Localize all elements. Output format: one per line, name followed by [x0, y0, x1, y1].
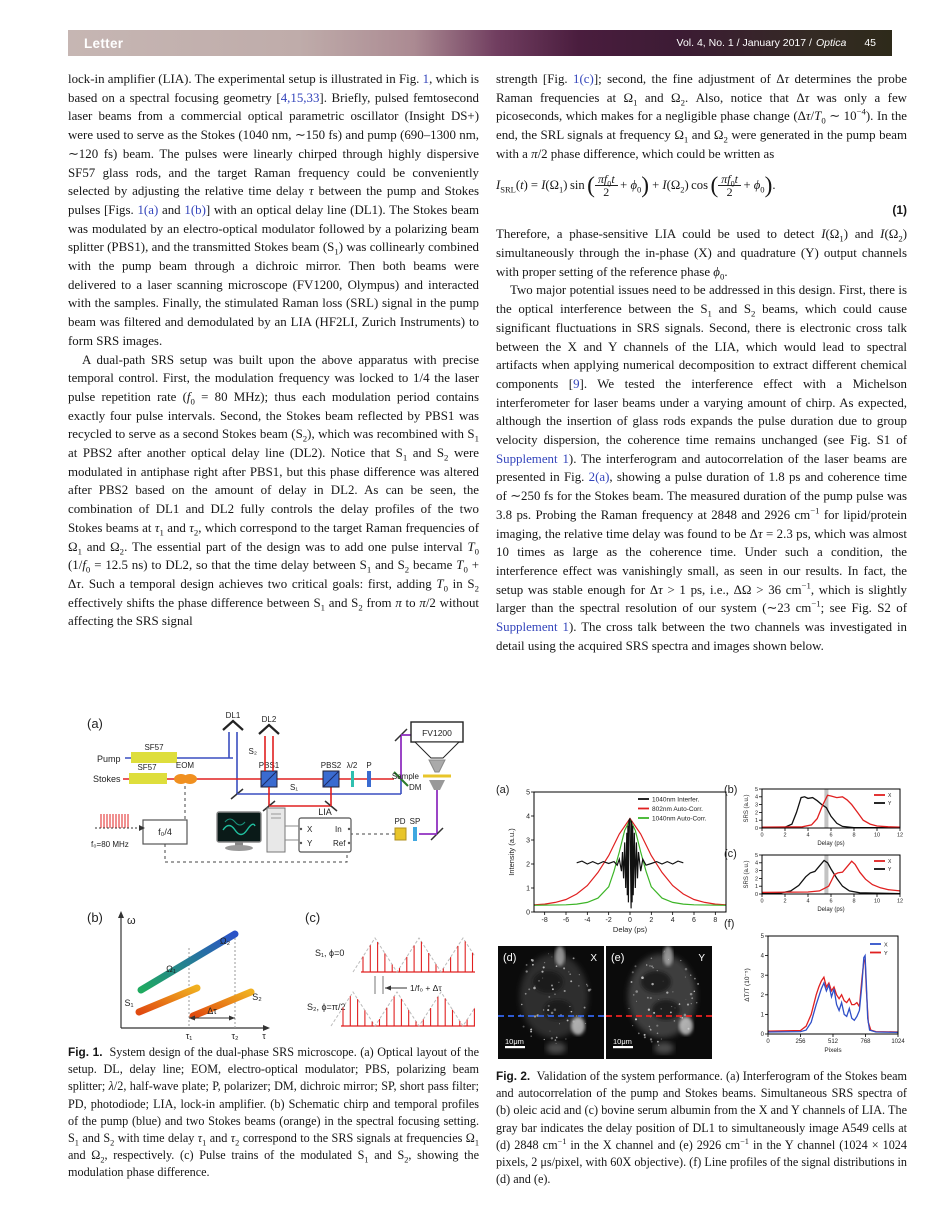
svg-text:6: 6 [829, 832, 833, 839]
svg-text:(d): (d) [503, 952, 517, 964]
pbs2-label: PBS2 [320, 761, 342, 770]
lia-ref-port: Ref [333, 839, 346, 848]
sample-label: Sample [391, 772, 419, 781]
svg-text:(e): (e) [611, 952, 625, 964]
ref-link[interactable]: 1 [422, 72, 430, 86]
svg-text:2: 2 [649, 917, 654, 924]
journal-name: Optica [815, 37, 847, 49]
ref-link[interactable]: Supplement 1 [496, 451, 569, 466]
omega-axis-label: ω [127, 915, 136, 927]
svg-text:0: 0 [754, 891, 758, 898]
s1-train-label: S₁, ϕ=0 [315, 948, 345, 958]
fig2-panel-f-label: (f) [724, 918, 735, 930]
svg-text:12: 12 [896, 832, 904, 839]
svg-text:0: 0 [526, 909, 530, 917]
line-profile-chart [740, 924, 906, 1069]
equation-number: (1) [892, 202, 907, 217]
svg-text:1040nm Interfer.: 1040nm Interfer. [652, 796, 700, 804]
fig2-panel-a-label: (a) [496, 784, 510, 796]
svg-text:-8: -8 [541, 917, 548, 924]
dl2-label: DL2 [261, 715, 277, 724]
svg-text:SRS (a.u.): SRS (a.u.) [744, 860, 750, 889]
ref-link[interactable]: 1(a) [137, 202, 159, 217]
svg-text:0: 0 [628, 917, 632, 924]
arrowhead [385, 986, 391, 991]
stokes-label: Stokes [93, 774, 121, 784]
omega1-label: Ω₁ [166, 964, 176, 974]
svg-text:0: 0 [766, 1039, 770, 1045]
svg-text:3: 3 [526, 837, 530, 845]
svg-text:4: 4 [806, 898, 810, 905]
svg-text:8: 8 [713, 917, 718, 924]
photodiode [395, 828, 406, 840]
sf57-label: SF57 [144, 743, 164, 752]
eom-label: EOM [175, 761, 195, 770]
figure-2-caption-text: Validation of the system performance. (a) Interferogram of the Stokes beam and autocorrelation of the pump and Stokes beams. Simultaneous SRS spectra of (b) oleic acid and (c) bovine serum albumin from the X and Y channels of LIA. The gray bar indicates the delay position of DL1 to simultaneously image A549 cells at (d) 2848 $cm^{-1}$ in the X channel and (e) 2926 $cm^{-1}$ in the Y channel (1024 × 1024 pixels, 2 μs/pixel, with 60X objective). (f) Line profiles of the signal distributions in (d) and (e). [496, 1069, 908, 1187]
tau2-tick-label: τ₂ [231, 1031, 239, 1041]
ref-link[interactable]: 1(c) [573, 72, 594, 86]
paragraph: A dual-path SRS setup was built upon the above apparatus with precise temporal control. First, the modulation frequency was locked to 1/4 the laser pulse repetition rate ($f_0 = 80$ MHz); thus each modulation period contains exactly four pulse intervals. Second, the Stokes beam reflected by PBS1 was recycled to serve as a second Stokes beam $(S_2)$, which was recombined with $S_1$ at PBS2 after another optical delay line (DL2). Notice that $S_1$ and $S_2$ were modulated in antiphase right after PBS1, but this phase difference was altered after PBS2 based on the amount of delay in DL2. As can be seen, the combination of DL1 and DL2 fully controls the delay profiles of the two Stokes beams at $\tau_1$ and $\tau_2$, which correspond to the target Raman frequencies of $\Omega_1$ and $\Omega_2$. The essential part of the design was to add one pulse interval $T_0$ ($1/f_0 = 12.5$ ns) to DL2, so that the time delay between $S_1$ and $S_2$ became $T_0 + \Delta\tau$. Such a temporal design achieves two critical goals: first, adding $T_0$ in $S_2$ effectively shifts the phase difference between $S_1$ and $S_2$ from π to π/2 without affecting the SRS signal [68, 352, 480, 629]
arrowhead [229, 1016, 235, 1021]
laser-pulse-comb [101, 814, 128, 828]
s1-stripe-label: S₁ [124, 998, 134, 1008]
svg-text:Intensity (a.u.): Intensity (a.u.) [507, 828, 516, 876]
arrowhead [118, 911, 124, 918]
srs-image-y-channel [606, 946, 712, 1059]
svg-text:3: 3 [754, 868, 758, 875]
tau-axis-label: τ [262, 1031, 266, 1041]
port-dot [348, 842, 350, 844]
figure-1-tag: Fig. 1. [68, 1045, 103, 1059]
svg-text:1: 1 [754, 884, 758, 891]
svg-text:0: 0 [760, 1032, 764, 1039]
svg-text:Delay (ps): Delay (ps) [817, 841, 845, 847]
monitor-base [225, 845, 253, 851]
s1-chirp-stripe [139, 988, 197, 1012]
bsa-spectrum-chart [740, 852, 906, 921]
lia-y-port: Y [307, 839, 313, 848]
svg-text:Y: Y [698, 953, 705, 964]
tau1-tick-label: τ₁ [185, 1031, 193, 1041]
rep-rate-label: f₀=80 MHz [91, 840, 129, 849]
svg-text:8: 8 [852, 832, 856, 839]
fv1200-label: FV1200 [422, 728, 452, 738]
page-number: 45 [864, 37, 876, 49]
svg-text:Pixels: Pixels [824, 1047, 842, 1054]
sf57-label: SF57 [137, 763, 157, 772]
sf57-rod [129, 773, 167, 784]
svg-text:Delay (ps): Delay (ps) [612, 925, 648, 934]
fig1-panel-b-label: (b) [87, 910, 103, 925]
svg-text:5: 5 [754, 852, 758, 859]
svg-text:4: 4 [754, 860, 758, 867]
interferogram-chart [504, 786, 734, 949]
svg-text:802nm Auto-Corr.: 802nm Auto-Corr. [652, 806, 703, 814]
s1-pulse-train [353, 938, 475, 972]
svg-text:1: 1 [760, 1012, 764, 1019]
computer-monitor [217, 812, 261, 842]
svg-text:6: 6 [692, 917, 696, 924]
journal-header-bar [68, 30, 892, 56]
svg-text:512: 512 [827, 1039, 839, 1045]
svg-text:5: 5 [760, 934, 764, 941]
fig1-panel-a-label: (a) [87, 716, 103, 731]
svg-text:2: 2 [760, 992, 764, 999]
s2-chirp-stripe [193, 992, 251, 1016]
s2-pulse-train [331, 992, 475, 1026]
figure-1-caption-text: System design of the dual-phase SRS microscope. (a) Optical layout of the setup. DL, delay line; EOM, electro-optical modulator; PBS, polarizing beam splitter; λ/2, half-wave plate; P, polarizer; DM, dichroic mirror; SP, short pass filter; PD, photodiode; LIA, lock-in amplifier. (b) Schematic chirp and temporal profiles of the pump (blue) and two Stokes beams (orange) in the spectral focusing setting. $S_1$ and $S_2$ with time delay $\tau_1$ and $\tau_2$ correspond to the SRS signals at frequencies $\Omega_1$ and $\Omega_2$, respectively. (c) Pulse trains of the modulated $S_1$ and $S_2$, showing the modulation phase difference. [68, 1045, 480, 1180]
left-column [68, 70, 479, 631]
svg-text:4: 4 [806, 832, 810, 839]
svg-text:3: 3 [754, 802, 758, 809]
svg-text:1: 1 [754, 818, 758, 825]
fig2-panel-c-label: (c) [724, 848, 737, 860]
fig1-panel-c-label: (c) [305, 910, 321, 925]
svg-text:0: 0 [760, 832, 764, 839]
svg-text:1040nm Auto-Corr.: 1040nm Auto-Corr. [652, 815, 707, 823]
s2-train-label: S₂, ϕ=π/2 [307, 1002, 346, 1012]
svg-text:10: 10 [873, 898, 881, 905]
svg-text:X: X [888, 793, 892, 800]
svg-text:0: 0 [760, 898, 764, 905]
s2-label: S₂ [248, 747, 257, 756]
dl1-retroreflector [223, 721, 243, 730]
eom-crystal [183, 774, 197, 784]
lia-x-port: X [307, 825, 313, 834]
svg-text:-2: -2 [605, 917, 612, 924]
svg-text:Y: Y [888, 801, 892, 808]
svg-text:X: X [888, 859, 892, 866]
svg-text:5: 5 [754, 786, 758, 793]
svg-text:10μm: 10μm [505, 1037, 524, 1046]
s1-label: S₁ [290, 783, 299, 792]
svg-text:Y: Y [884, 950, 888, 957]
article-type-label: Letter [84, 35, 124, 51]
svg-text:ΔT/T (10⁻⁵): ΔT/T (10⁻⁵) [744, 968, 751, 1002]
condenser [429, 780, 445, 790]
port-dot [300, 842, 302, 844]
svg-text:4: 4 [670, 917, 675, 924]
svg-text:3: 3 [760, 973, 764, 980]
delta-tau-label: Δτ [207, 1006, 217, 1016]
objective-lens [429, 760, 445, 772]
fig2-panel-b-label: (b) [724, 784, 738, 796]
oleic-acid-spectrum-chart [740, 786, 906, 855]
polarizer [367, 771, 371, 787]
svg-text:Delay (ps): Delay (ps) [817, 907, 845, 913]
svg-text:2: 2 [783, 898, 787, 905]
svg-text:6: 6 [829, 898, 833, 905]
f0-4-label: f₀/4 [158, 827, 172, 837]
ref-link[interactable]: Supplement 1 [496, 620, 569, 635]
svg-text:X: X [590, 953, 597, 964]
port-dot [348, 828, 350, 830]
svg-text:256: 256 [795, 1039, 806, 1045]
svg-text:SRS (a.u.): SRS (a.u.) [744, 794, 750, 823]
polarizer-label: P [366, 761, 372, 770]
figure-1-schematic [85, 710, 475, 1044]
svg-text:2: 2 [783, 832, 787, 839]
port-dot [300, 828, 302, 830]
equation-1: $I_{SRL}(t) = I(\Omega_1)$ sin ( $\frac{\pi f_0t}{2}$ + $\phi_0) + I(\Omega_2)$ cos ( $\frac{\pi f_0t}{2}$ + $\phi_0$). [496, 171, 776, 200]
figure-2-tag: Fig. 2. [496, 1069, 531, 1083]
microscope-head [415, 742, 459, 758]
svg-text:12: 12 [896, 898, 904, 905]
figure-1 [85, 710, 475, 1044]
svg-text:5: 5 [526, 789, 530, 797]
svg-text:1024: 1024 [891, 1039, 905, 1045]
svg-text:1: 1 [526, 885, 530, 893]
pd-label: PD [394, 817, 406, 826]
ref-link[interactable]: 2(a) [588, 470, 610, 485]
svg-text:768: 768 [860, 1039, 871, 1045]
sf57-rod [131, 752, 177, 763]
ref-link[interactable]: 9 [573, 376, 580, 391]
dl1-label: DL1 [225, 711, 241, 720]
ref-link[interactable]: 1(b) [184, 202, 206, 217]
pump-label: Pump [97, 754, 121, 764]
svg-text:8: 8 [852, 898, 856, 905]
hwp-label: λ/2 [346, 761, 358, 770]
sp-label: SP [409, 817, 421, 826]
svg-text:2: 2 [754, 810, 758, 817]
citation-line [677, 37, 876, 49]
svg-text:4: 4 [754, 794, 758, 801]
paragraph: strength [Fig. 1(c)]; second, the fine adjustment of Δτ determines the probe Raman frequencies at $\Omega_1$ and $\Omega_2$. Also, notice that Δτ was only a few picoseconds, which makes for a negligible phase change ($\Delta\tau/T_0$ ∼ $10^{-4}$). In the end, the SRL signals at frequency $\Omega_1$ and $\Omega_2$ were generated in the pump beam with a π/2 phase difference, which could be written as [496, 72, 907, 161]
svg-text:0: 0 [754, 825, 758, 832]
lia-label: LIA [318, 807, 332, 817]
svg-text:-6: -6 [562, 917, 570, 924]
paragraph: Therefore, a phase-sensitive LIA could be used to detect $I(\Omega_1)$ and $I(\Omega_2)$ simultaneously through the in-phase (X) and quadrature (Y) output channels with proper setting of the reference phase $\phi_0$. [496, 227, 907, 282]
half-wave-plate [351, 771, 354, 787]
svg-text:2: 2 [754, 876, 758, 883]
srs-image-x-channel [498, 946, 604, 1059]
computer-tower [267, 808, 285, 852]
dm-label: DM [409, 783, 422, 792]
svg-text:2: 2 [526, 861, 530, 869]
omega2-label: Ω₂ [219, 936, 231, 946]
interval-label: 1/f₀ + Δτ [410, 983, 442, 993]
paragraph: lock-in amplifier (LIA). The experimental setup is illustrated in Fig. 1, which is based on a spectral focusing geometry [4,15,33]. Briefly, pulsed femtosecond laser beams from a commercial optical parametric oscillator (Insight DS+) were used to serve as the Stokes (1040 nm, ∼150 fs) and pump (690–1300 nm, ∼120 fs) beam. The pulses were linearly chirped through highly dispersive SF57 glass rods, and the target Raman frequency could be conveniently selected by adjusting the relative time delay τ between the pump and Stokes pulses [Figs. 1(a) and 1(b)] with an optical delay line (DL1). The Stokes beam was modulated by an electro-optical modulator followed by a polarizing beam splitter (PBS1), and the transmitted Stokes beam $(S_1)$ was collinearly combined with the pump beam through a dichroic mirror. Then both beams were delivered to a laser scanning microscope (FV1200, Olympus) and interacted with the samples. Finally, the stimulated Raman loss (SRL) signal in the pump beam was filtered and demodulated by an LIA (HF2LI, Zurich Instruments) to form SRS images. [68, 72, 479, 348]
citation-text: Vol. 4, No. 1 / January 2017 / [676, 37, 812, 49]
dl2-retroreflector [259, 725, 279, 734]
svg-text:X: X [884, 942, 888, 949]
figure-1-caption [68, 1044, 479, 1182]
svg-text:10μm: 10μm [613, 1037, 632, 1046]
lia-in-port: In [335, 825, 342, 834]
s2-stripe-label: S₂ [252, 992, 262, 1002]
paragraph: Two major potential issues need to be addressed in this design. First, there is the optical interference between the $S_1$ and $S_2$ beams, which could cause significant fluctuations in SRS signals. Second, there is electronic cross talk between the X and Y channels of the LIA, which would lead to spectral artifacts when applying numerical decomposition to extract different chemical components [9]. We tested the interference effect with a Michelson interferometer for laser beams under a varying amount of chirp. As expected, although the insertion of glass rods expands the pulse duration due to group velocity dispersion, the coherence time remains unchanged (see Fig. S1 of Supplement 1). The interferogram and autocorrelation of the laser beams are presented in Fig. 2(a), showing a pulse duration of 1.8 ps and coherence time of ∼250 fs for the Stokes beam. The measured duration of the pump pulse was 3.8 ps. Probing the Raman frequency at 2848 and 2926 $cm^{-1}$ for lipid/protein imaging, the relative time delay was found to be Δτ = 2.3 ps, which was almost 10 times as large as the coherence time. Under such a condition, the interference effect was vanishingly small, as seen in our results. In fact, the setup was stable enough for Δτ > 1 ps, i.e., ΔΩ > 36 $cm^{-1}$, which is slightly larger than the spectral resolution of our system (∼23 $cm^{-1}$; see Fig. S2 of Supplement 1). The cross talk between the two channels was investigated in detail using the acquired SRS spectra and images shown below. [496, 283, 908, 653]
right-column [496, 70, 907, 656]
svg-text:10: 10 [873, 832, 881, 839]
svg-text:4: 4 [760, 953, 764, 960]
ref-link[interactable]: 4,15,33 [280, 90, 320, 105]
svg-text:Y: Y [888, 867, 892, 874]
svg-text:-4: -4 [584, 917, 591, 924]
figure-2-caption [496, 1068, 907, 1188]
svg-text:4: 4 [526, 813, 530, 821]
pbs1-label: PBS1 [258, 761, 280, 770]
figure-2 [496, 786, 907, 1064]
short-pass-filter [413, 827, 417, 841]
